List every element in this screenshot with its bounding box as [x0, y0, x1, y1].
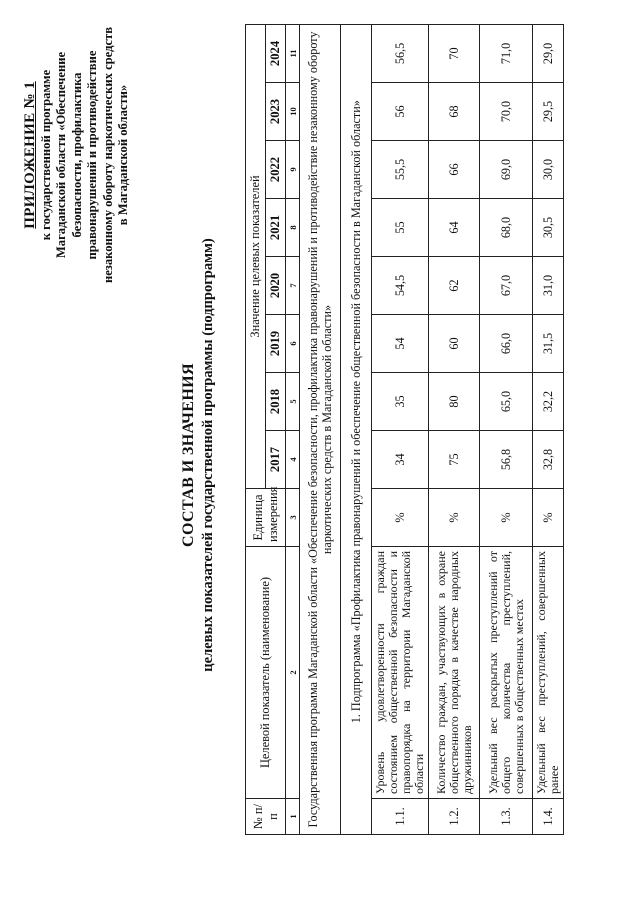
- row-unit: %: [372, 489, 429, 547]
- row-value: 29,5: [533, 83, 564, 141]
- year-cell: 2017: [266, 431, 286, 489]
- year-cell: 2018: [266, 373, 286, 431]
- column-number: 3: [286, 489, 300, 547]
- column-number: 2: [286, 547, 300, 799]
- document-heading: [180, 155, 217, 755]
- document-title: СОСТАВ И ЗНАЧЕНИЯ: [180, 363, 197, 547]
- row-value: 75: [429, 431, 480, 489]
- row-value: 55,5: [372, 141, 429, 199]
- row-value: 32,2: [533, 373, 564, 431]
- column-number: 8: [286, 199, 300, 257]
- subprogram-row: [341, 24, 372, 834]
- appendix-line: Магаданской области «Обеспечение: [54, 51, 69, 259]
- header-unit: Единица измерения: [246, 489, 286, 547]
- appendix-line: правонарушений и противодействие: [85, 50, 100, 260]
- row-value: 56,5: [372, 24, 429, 82]
- table-row: [429, 24, 480, 834]
- row-num: 1.4.: [533, 799, 564, 835]
- year-cell: 2023: [266, 83, 286, 141]
- table-row: [372, 24, 429, 834]
- row-value: 29,0: [533, 24, 564, 82]
- year-cell: 2022: [266, 141, 286, 199]
- row-value: 62: [429, 257, 480, 315]
- column-number: 1: [286, 799, 300, 835]
- column-number: 5: [286, 373, 300, 431]
- table-row: [533, 24, 564, 834]
- row-value: 54,5: [372, 257, 429, 315]
- row-value: 65,0: [480, 373, 533, 431]
- row-value: 32,8: [533, 431, 564, 489]
- column-number: 11: [286, 24, 300, 82]
- column-number: 4: [286, 431, 300, 489]
- row-unit: %: [429, 489, 480, 547]
- row-value: 70,0: [480, 83, 533, 141]
- header-num: № п/п: [246, 799, 286, 835]
- row-name: Количество граждан, участвующих в охране общественного порядка в качестве народных дружинников: [429, 547, 480, 799]
- row-value: 66: [429, 141, 480, 199]
- column-number: 10: [286, 83, 300, 141]
- row-num: 1.2.: [429, 799, 480, 835]
- row-value: 68: [429, 83, 480, 141]
- row-value: 68,0: [480, 199, 533, 257]
- row-num: 1.1.: [372, 799, 429, 835]
- program-row: [300, 24, 341, 834]
- program-title: Государственная программа Магаданской области «Обеспечение безопасности, профилактика правонарушений и противодействие незаконному обороту наркотических средств в Магаданской области»: [300, 24, 341, 834]
- column-number: 7: [286, 257, 300, 315]
- header-name: Целевой показатель (наименование): [246, 547, 286, 799]
- row-value: 31,5: [533, 315, 564, 373]
- row-value: 54: [372, 315, 429, 373]
- indicators-table: [245, 24, 564, 835]
- row-unit: %: [533, 489, 564, 547]
- table-row: [480, 24, 533, 834]
- appendix-block: [22, 5, 131, 305]
- row-value: 34: [372, 431, 429, 489]
- row-value: 31,0: [533, 257, 564, 315]
- subprogram-spacer: [341, 799, 372, 835]
- row-value: 56: [372, 83, 429, 141]
- appendix-line: к государственной программе: [39, 69, 53, 241]
- column-number-row: [286, 24, 300, 834]
- row-value: 35: [372, 373, 429, 431]
- header-values-group: Значение целевых показателей: [246, 24, 266, 488]
- header-row: [246, 24, 266, 834]
- year-cell: 2019: [266, 315, 286, 373]
- column-number: 6: [286, 315, 300, 373]
- year-cell: 2021: [266, 199, 286, 257]
- appendix-line: незаконному обороту наркотических средств: [100, 26, 115, 284]
- row-num: 1.3.: [480, 799, 533, 835]
- row-value: 55: [372, 199, 429, 257]
- year-cell: 2020: [266, 257, 286, 315]
- row-value: 67,0: [480, 257, 533, 315]
- row-value: 60: [429, 315, 480, 373]
- column-number: 9: [286, 141, 300, 199]
- row-name: Удельный вес раскрытых преступлений от общего количества преступлений, совершенных в общественных местах: [480, 547, 533, 799]
- row-value: 70: [429, 24, 480, 82]
- row-name: Удельный вес преступлений, совершенных ранее: [533, 547, 564, 799]
- subprogram-title: 1. Подпрограмма «Профилактика правонарушений и обеспечение общественной безопасности в Магаданской области»: [341, 24, 372, 798]
- row-name: Уровень удовлетворенности граждан состоянием общественной безопасности и правопорядка на территории Магаданской области: [372, 547, 429, 799]
- year-cell: 2024: [266, 24, 286, 82]
- row-value: 69,0: [480, 141, 533, 199]
- document-subtitle: целевых показателей государственной программы (подпрограмм): [200, 238, 216, 672]
- appendix-title: ПРИЛОЖЕНИЕ № 1: [22, 81, 38, 229]
- row-value: 80: [429, 373, 480, 431]
- row-value: 30,0: [533, 141, 564, 199]
- row-value: 30,5: [533, 199, 564, 257]
- appendix-line: в Магаданской области»: [116, 84, 131, 226]
- row-value: 64: [429, 199, 480, 257]
- row-value: 66,0: [480, 315, 533, 373]
- row-value: 56,8: [480, 431, 533, 489]
- appendix-line: безопасности, профилактика: [69, 72, 84, 238]
- row-value: 71,0: [480, 24, 533, 82]
- row-unit: %: [480, 489, 533, 547]
